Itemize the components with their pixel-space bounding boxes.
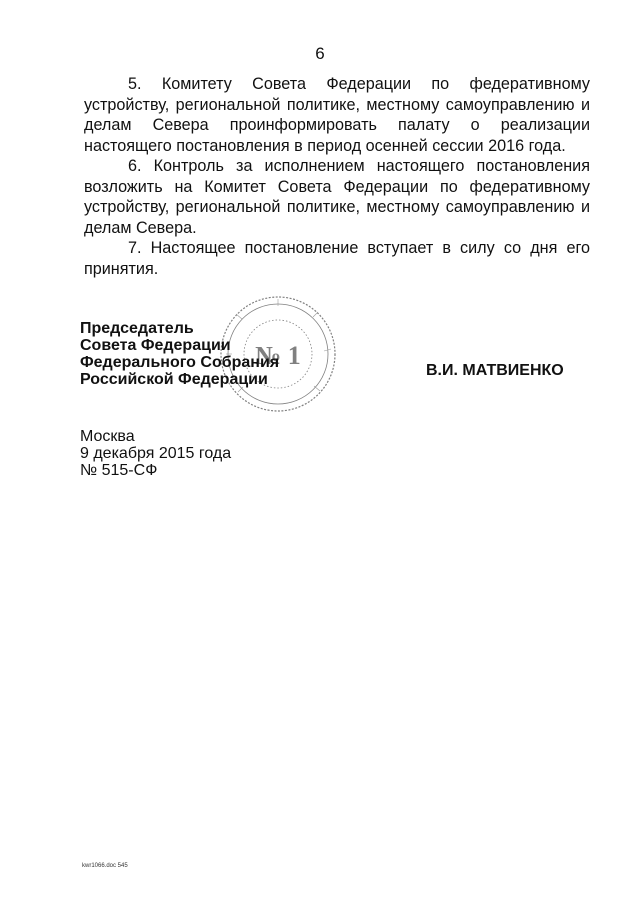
city: Москва — [80, 428, 135, 445]
signatory-title — [80, 320, 279, 388]
resolution-body — [84, 74, 590, 279]
seal-center-text: № 1 — [255, 341, 301, 370]
page-number: 6 — [315, 44, 325, 63]
paragraph-6: 6. Контроль за исполнением настоящего постановления возложить на Комитет Совета Федерации по федеративному устройству, региональной политике, местному самоуправлению и делам Севера. — [84, 157, 590, 237]
signatory-name: В.И. МАТВИЕНКО — [426, 362, 564, 379]
signatory-title-line: Российской Федерации — [80, 371, 268, 388]
file-reference: kwr1066.doc 545 — [82, 863, 128, 869]
date: 9 декабря 2015 года — [80, 445, 232, 462]
signatory-title-line: Федерального Собрания — [80, 354, 280, 371]
signatory-title-line: Совета Федерации — [80, 337, 231, 354]
place-date-number — [80, 428, 231, 479]
paragraph-5: 5. Комитету Совета Федерации по федеративному устройству, региональной политике, местному самоуправлению и делам Севера проинформировать палату о реализации настоящего постановления в период осенней сессии 2016 года. — [84, 75, 590, 155]
signatory-title-line: Председатель — [80, 320, 194, 337]
document-number: № 515-СФ — [80, 462, 158, 479]
paragraph-7: 7. Настоящее постановление вступает в силу со дня его принятия. — [84, 239, 590, 278]
